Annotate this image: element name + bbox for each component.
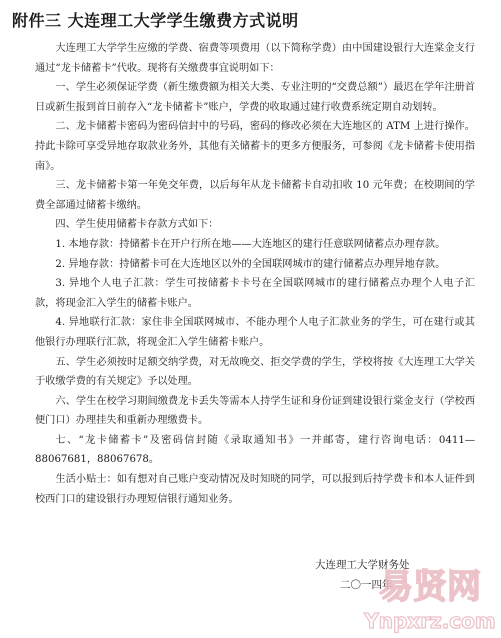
paragraph-item-7: 七、“龙卡储蓄卡”及密码信封随《录取通知书》一并邮寄，建行咨询电话：0411—88067681，88067678。 — [35, 434, 475, 466]
document-title: 附件三 大连理工大学学生缴费方式说明 — [12, 11, 299, 30]
paragraph-item-5: 五、学生必须按时足额交纳学费，对无故晚交、拒交学费的学生，学校将按《大连理工大学关于收缴学费的有关规定》予以处理。 — [35, 356, 475, 388]
paragraph-subitem-4: 4. 异地联行汇款：家住非全国联网城市、不能办理个人电子汇款业务的学生，可在建行或其他银行办理联行汇款，将现金汇入学生储蓄卡账户。 — [35, 317, 475, 348]
svg-text:易贤网: 易贤网 — [379, 567, 481, 607]
watermark-logo — [360, 556, 500, 636]
paragraph-item-2: 二、龙卡储蓄卡密码为密码信封中的号码，密码的修改必须在大连地区的 ATM 上进行操作。持此卡除可享受异地存取款业务外，其他有关储蓄卡的更多方便服务，可参阅《龙卡储蓄卡使用指南》。 — [35, 121, 475, 172]
document-body — [35, 39, 475, 509]
paragraph-subitem-1: 1. 本地存款：持储蓄卡在开户行所在地——大连地区的建行任意联网储蓄点办理存款。 — [55, 238, 446, 250]
paragraph-subitem-3: 3. 异地个人电子汇款：学生可按储蓄卡卡号在全国联网城市的建行储蓄点办理个人电子汇款，将现金汇入学生的储蓄卡账户。 — [35, 278, 475, 309]
paragraph-item-1: 一、学生必须保证学费（新生缴费额为相关大类、专业注明的“交费总额”）最迟在学年注册首日或新生报到首日前存入“龙卡储蓄卡”账户，学费的收取通过建行收费系统定期自动划转。 — [35, 82, 475, 113]
svg-text:Ynpxrz.com: Ynpxrz.com — [364, 609, 496, 633]
paragraph-item-6: 六、学生在校学习期间缴费龙卡丢失等需本人持学生证和身份证到建设银行棠金支行（学校西便门口）办理挂失和重新办理缴费卡。 — [35, 395, 475, 427]
paragraph-item-3: 三、龙卡储蓄卡第一年免交年费，以后每年从龙卡储蓄卡自动扣收 10 元年费；在校期间的学费全部通过储蓄卡缴纳。 — [35, 180, 475, 211]
paragraph-subitem-2: 2. 异地存款：持储蓄卡可在大连地区以外的全国联网城市的建行储蓄点办理异地存款。 — [55, 258, 446, 270]
paragraph-item-4: 四、学生使用储蓄卡存款方式如下： — [55, 219, 219, 231]
paragraph-tips: 生活小贴士：如有想对自己账户变动情况及时知晓的同学，可以报到后持学费卡和本人证件到校西门口的建设银行办理短信银行通知业务。 — [35, 474, 475, 505]
signature-date: 二〇一四年 — [340, 579, 393, 591]
signature-org: 大连理工大学财务处 — [315, 559, 410, 571]
paragraph-intro: 大连理工大学学生应缴的学费、宿费等项费用（以下简称学费）由中国建设银行大连棠金支行通过“龙卡储蓄卡”代收。现将有关缴费事宜说明如下： — [35, 43, 475, 74]
